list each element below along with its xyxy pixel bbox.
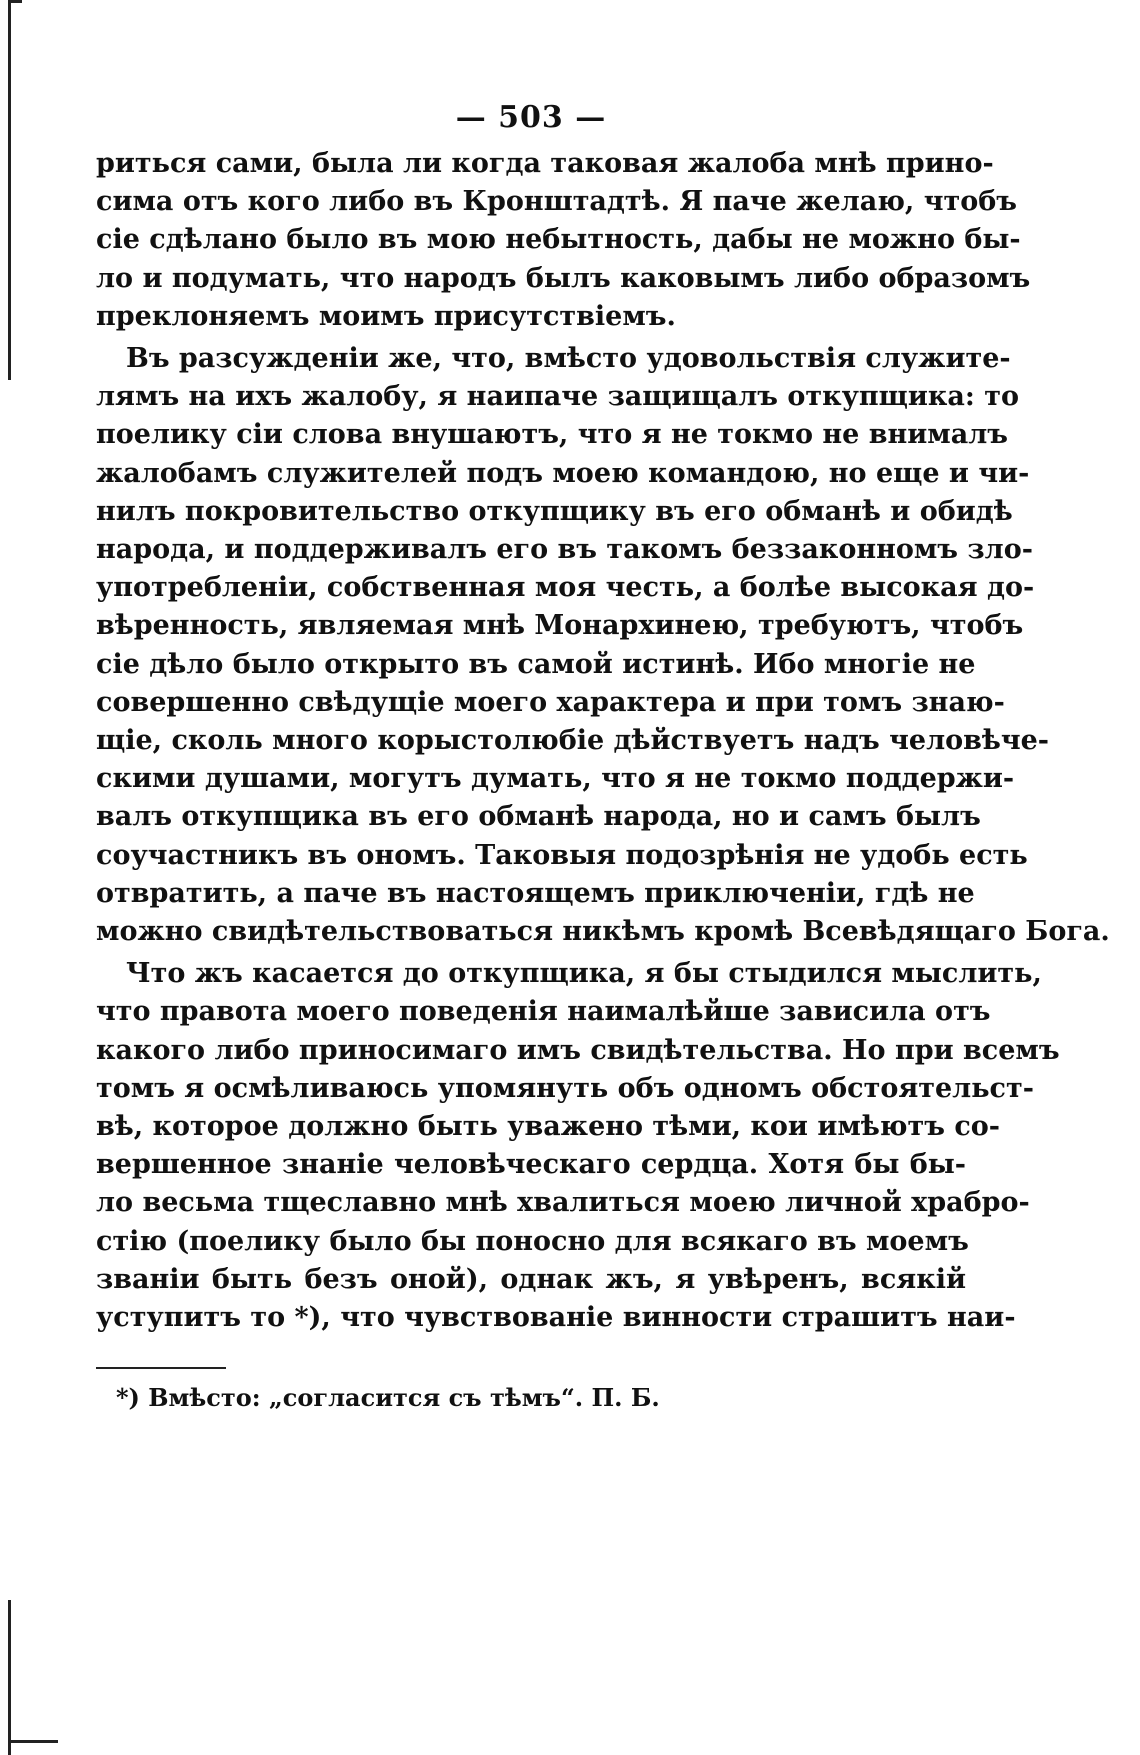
- text-line: преклоняемъ моимъ присутствіемъ.: [96, 300, 676, 332]
- scan-edge-tick: [8, 0, 22, 3]
- text-line: вѣ, которое должно быть уважено тѣми, кои имѣютъ со-: [96, 1111, 1000, 1143]
- scan-edge-foot: [8, 1740, 58, 1743]
- text-line: щіе, сколь много корыстолюбіе дѣйствуетъ надъ человѣче-: [96, 725, 1050, 757]
- text-line: соучастникъ въ ономъ. Таковыя подозрѣнія не удобь есть: [96, 839, 1028, 871]
- paragraph: [96, 340, 1110, 951]
- scan-edge-line-bottom: [8, 1600, 11, 1755]
- text-line: томъ я осмѣливаюсь упомянуть объ одномъ обстоятельст-: [96, 1072, 1034, 1104]
- text-line: ло и подумать, что народъ былъ каковымъ либо образомъ: [96, 262, 1031, 294]
- text-line: нилъ покровительство откупщику въ его обманѣ и обидѣ: [96, 495, 1013, 527]
- text-line: что правота моего поведенія наималѣйше зависила отъ: [96, 996, 991, 1028]
- text-line: совершенно свѣдущіе моего характера и при томъ знаю-: [96, 686, 1005, 718]
- text-line: поелику сіи слова внушаютъ, что я не токмо не внималъ: [96, 419, 1008, 451]
- text-line: народа, и поддерживалъ его въ такомъ беззаконномъ зло-: [96, 534, 1033, 566]
- footnote-rule: [96, 1367, 226, 1369]
- text-line: вѣренность, являемая мнѣ Монархинею, требуютъ, чтобъ: [96, 610, 1024, 642]
- text-line: вершенное знаніе человѣческаго сердца. Хотя бы бы-: [96, 1149, 966, 1181]
- text-line: употребленіи, собственная моя честь, а болѣе высокая до-: [96, 572, 1035, 604]
- text-line: званіи быть безъ оной), однак жъ, я увѣренъ, всякій: [96, 1263, 966, 1295]
- text-line: какого либо приносимаго имъ свидѣтельства. Но при всемъ: [96, 1034, 1060, 1066]
- paragraph: [96, 145, 1031, 336]
- text-line: скими душами, могутъ думать, что я не токмо поддержи-: [96, 763, 1015, 795]
- text-line: Что жъ касается до откупщика, я бы стыдился мыслить,: [126, 958, 1042, 990]
- text-line: ло весьма тщеславно мнѣ хвалиться моею личной храбро-: [96, 1187, 1030, 1219]
- scan-edge-line-top: [8, 0, 11, 380]
- text-line: сіе дѣло было открыто въ самой истинѣ. Ибо многіе не: [96, 648, 976, 680]
- text-line: жалобамъ служителей подъ моею командою, но еще и чи-: [96, 457, 1030, 489]
- text-line: риться сами, была ли когда таковая жалоба мнѣ прино-: [96, 148, 994, 179]
- book-page: [96, 100, 1110, 1413]
- text-line: стію (поелику было бы поносно для всякаго въ моемъ: [96, 1225, 969, 1257]
- footnote: *) Вмѣсто: „согласится съ тѣмъ“. П. Б.: [116, 1383, 660, 1413]
- text-line: валъ откупщика въ его обманѣ народа, но и самъ былъ: [96, 801, 981, 833]
- text-line: отвратить, а паче въ настоящемъ приключеніи, гдѣ не: [96, 877, 975, 909]
- text-line: можно свидѣтельствоваться никѣмъ кромѣ Всевѣдящаго Бога.: [96, 916, 1110, 948]
- text-line: сіе сдѣлано было въ мою небытность, дабы не можно бы-: [96, 224, 1021, 256]
- paragraph: [96, 955, 1060, 1337]
- text-line: Въ разсужденіи же, что, вмѣсто удовольствія служите-: [126, 343, 1011, 375]
- text-line: уступитъ то *), что чувствованіе винности страшитъ наи-: [96, 1302, 1016, 1334]
- page-number: — 503 —: [455, 100, 607, 135]
- text-line: лямъ на ихъ жалобу, я наипаче защищалъ откупщика: то: [96, 381, 1020, 413]
- body-text: [96, 145, 1110, 1337]
- text-line: сима отъ кого либо въ Кронштадтѣ. Я паче желаю, чтобъ: [96, 186, 1017, 218]
